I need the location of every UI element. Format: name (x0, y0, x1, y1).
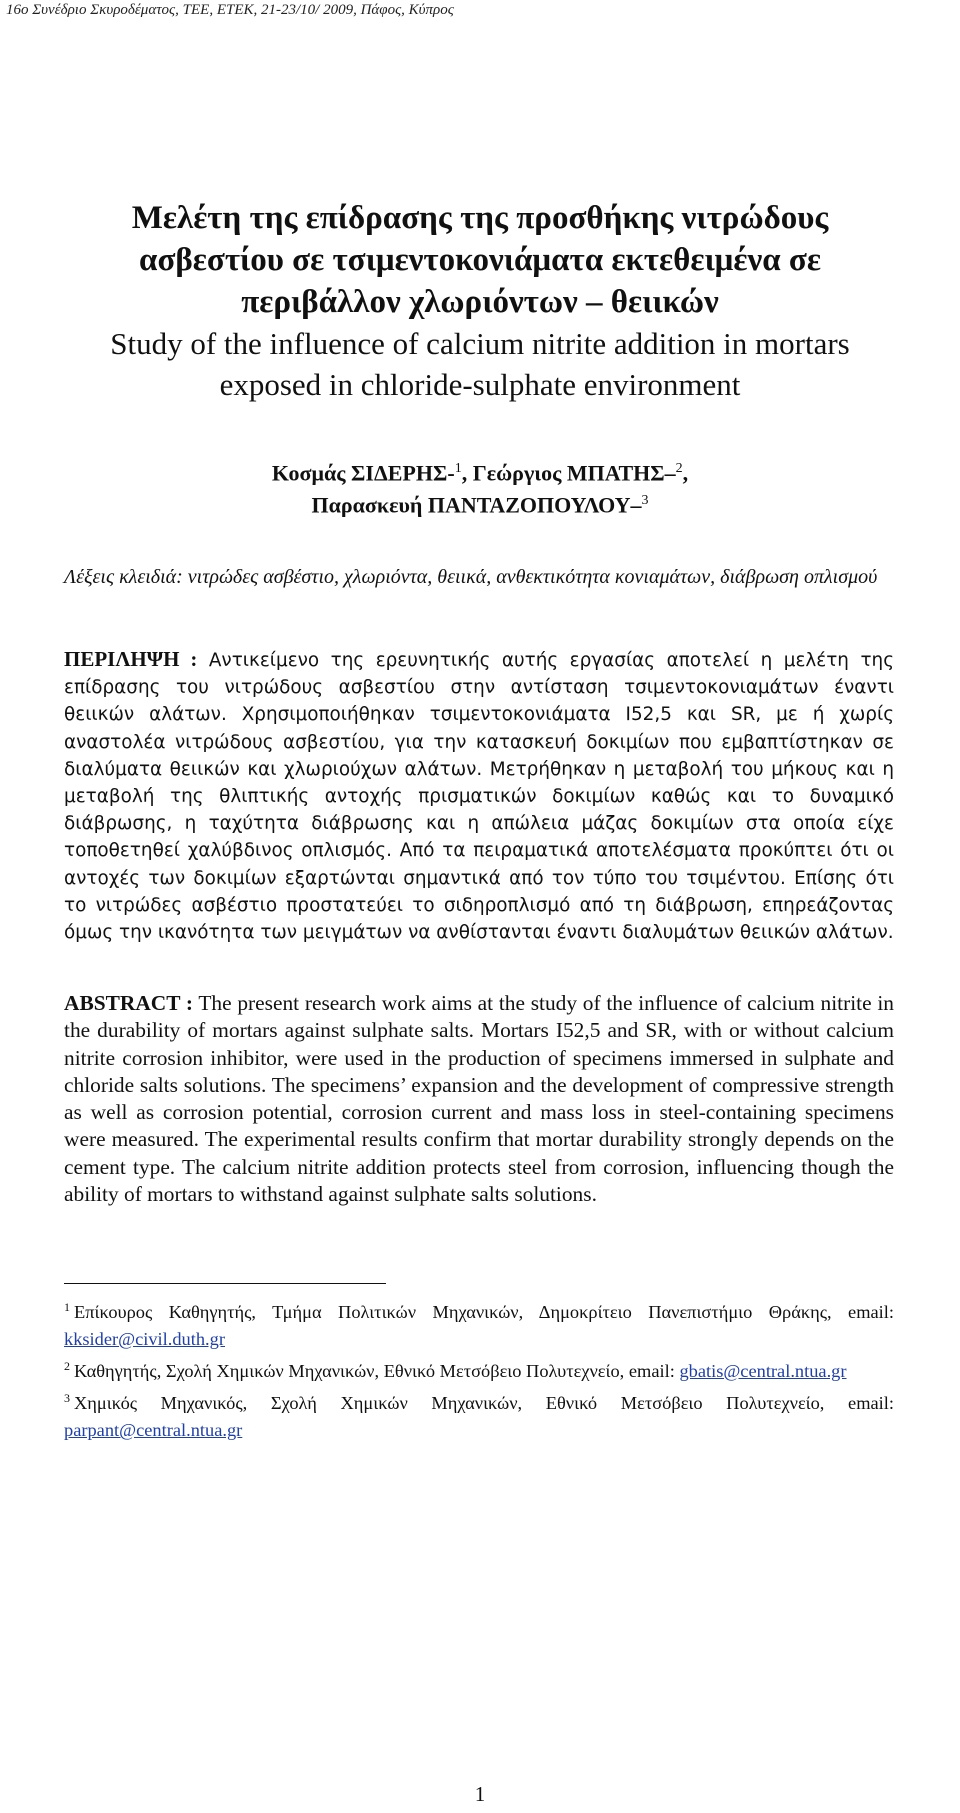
author-separator: , (682, 460, 689, 486)
paper-title (64, 197, 896, 405)
author-separator: , (461, 460, 473, 486)
footnote-text: Χημικός Μηχανικός, Σχολή Χημικών Μηχανικών, Εθνικό Μετσόβειο Πολυτεχνείο, email: (74, 1393, 894, 1414)
footnote-mark: 1 (64, 1300, 70, 1314)
author-affiliation-mark: 3 (641, 493, 649, 509)
author-affiliation-mark: 1 (454, 461, 462, 476)
footnotes (64, 1294, 894, 1444)
footnote (64, 1294, 894, 1353)
summary-text: Αντικείμενο της ερευνητικής αυτής εργασίας αποτελεί η μελέτη της επίδρασης του νιτρώδους ασβεστίου στην αντίσταση τσιμεντοκονιαμάτων έναντι θειικών αλάτων. Χρησιμοποιήθηκαν τσιμεντοκονιάματα Ι52,5 και SR, με ή χωρίς αναστολέα νιτρώδους ασβεστίου, για την κατασκευή δοκιμίων που εμβαπτίστηκαν σε διαλύματα θειικών και χλωριούχων αλάτων. Μετρήθηκαν η μεταβολή του μήκους και η μεταβολή της θλιπτικής αντοχής πρισματικών δοκιμίων καθώς και το δυναμικό διάβρωσης, η ταχύτητα διάβρωσης και η απώλεια μάζας δοκιμίων στα οποία είχε τοποθετηθεί χαλύβδινος οπλισμός. Από τα πειραματικά αποτελέσματα προκύπτει ότι οι αντοχές των δοκιμίων εξαρτώνται σημαντικά από τον τύπο του τσιμέντου. Επίσης ότι το νιτρώδες ασβέστιο προστατεύει το σιδηροπλισμό από τη διάβρωση, επηρεάζοντας όμως την ικανότητα των μειγμάτων να ανθίστανται έναντι διαλυμάτων θειικών αλάτων. (64, 650, 894, 944)
footnote-text: Επίκουρος Καθηγητής, Τμήμα Πολιτικών Μηχανικών, Δημοκρίτειο Πανεπιστήμιο Θράκης, email: (74, 1302, 894, 1323)
english-abstract (64, 990, 894, 1208)
greek-title-line: Μελέτη της επίδρασης της προσθήκης νιτρώδους (131, 200, 829, 236)
footnote (64, 1385, 894, 1444)
english-title-line: exposed in chloride-sulphate environment (219, 367, 741, 402)
author-affiliation-mark: 2 (675, 461, 683, 476)
email-link[interactable]: kksider@civil.duth.gr (64, 1329, 225, 1350)
email-link[interactable]: parpant@central.ntua.gr (64, 1420, 243, 1441)
abstract-text: The present research work aims at the study of the influence of calcium nitrite in the durability of mortars against sulphate salts. Mortars I52,5 and SR, with or without calcium nitrite corrosion inhibitor, were used in the production of specimens immersed in sulphate and chloride salts solutions. The specimens’ expansion and the development of compressive strength as well as corrosion potential, corrosion current and mass loss in steel-containing specimens were measured. The experimental results confirm that mortar durability strongly depends on the cement type. The calcium nitrite addition protects steel from corrosion, influencing though the ability of mortars to withstand against sulphate salts solutions. (64, 991, 894, 1207)
author-line-1 (64, 455, 896, 487)
author-name: Κοσμάς ΣΙΔΕΡΗΣ- (271, 460, 455, 486)
author-list (64, 455, 896, 520)
email-link[interactable]: gbatis@central.ntua.gr (679, 1361, 847, 1382)
author-name: Γεώργιος ΜΠΑΤΗΣ– (472, 460, 676, 486)
author-name: Παρασκευή ΠΑΝΤΑΖΟΠΟΥΛΟΥ– (311, 492, 642, 518)
author-line-2 (64, 487, 896, 519)
footnote-mark: 3 (64, 1391, 70, 1406)
abstract-label: ABSTRACT : (64, 991, 193, 1015)
footnote-divider (64, 1283, 386, 1284)
footnote-text: Καθηγητής, Σχολή Χημικών Μηχανικών, Εθνικό Μετσόβειο Πολυτεχνείο, email: (74, 1361, 680, 1382)
greek-title-line: ασβεστίου σε τσιμεντοκονιάματα εκτεθειμένα σε (139, 242, 821, 278)
page-number: 1 (474, 1782, 486, 1806)
english-title-line: Study of the influence of calcium nitrite addition in mortars (110, 326, 850, 361)
greek-summary (64, 646, 894, 946)
footnote (64, 1353, 894, 1385)
greek-title-line: περιβάλλον χλωριόντων – θειικών (241, 284, 719, 320)
footnote-mark: 2 (64, 1359, 70, 1374)
summary-label: ΠΕΡΙΛΗΨΗ : (64, 647, 198, 671)
keywords: Λέξεις κλειδιά: νιτρώδες ασβέστιο, χλωριόντα, θειικά, ανθεκτικότητα κονιαμάτων, διάβρωση οπλισμού (64, 566, 878, 588)
running-header: 16ο Συνέδριο Σκυροδέματος, ΤΕΕ, ΕΤΕΚ, 21-23/10/ 2009, Πάφος, Κύπρος (6, 2, 454, 18)
